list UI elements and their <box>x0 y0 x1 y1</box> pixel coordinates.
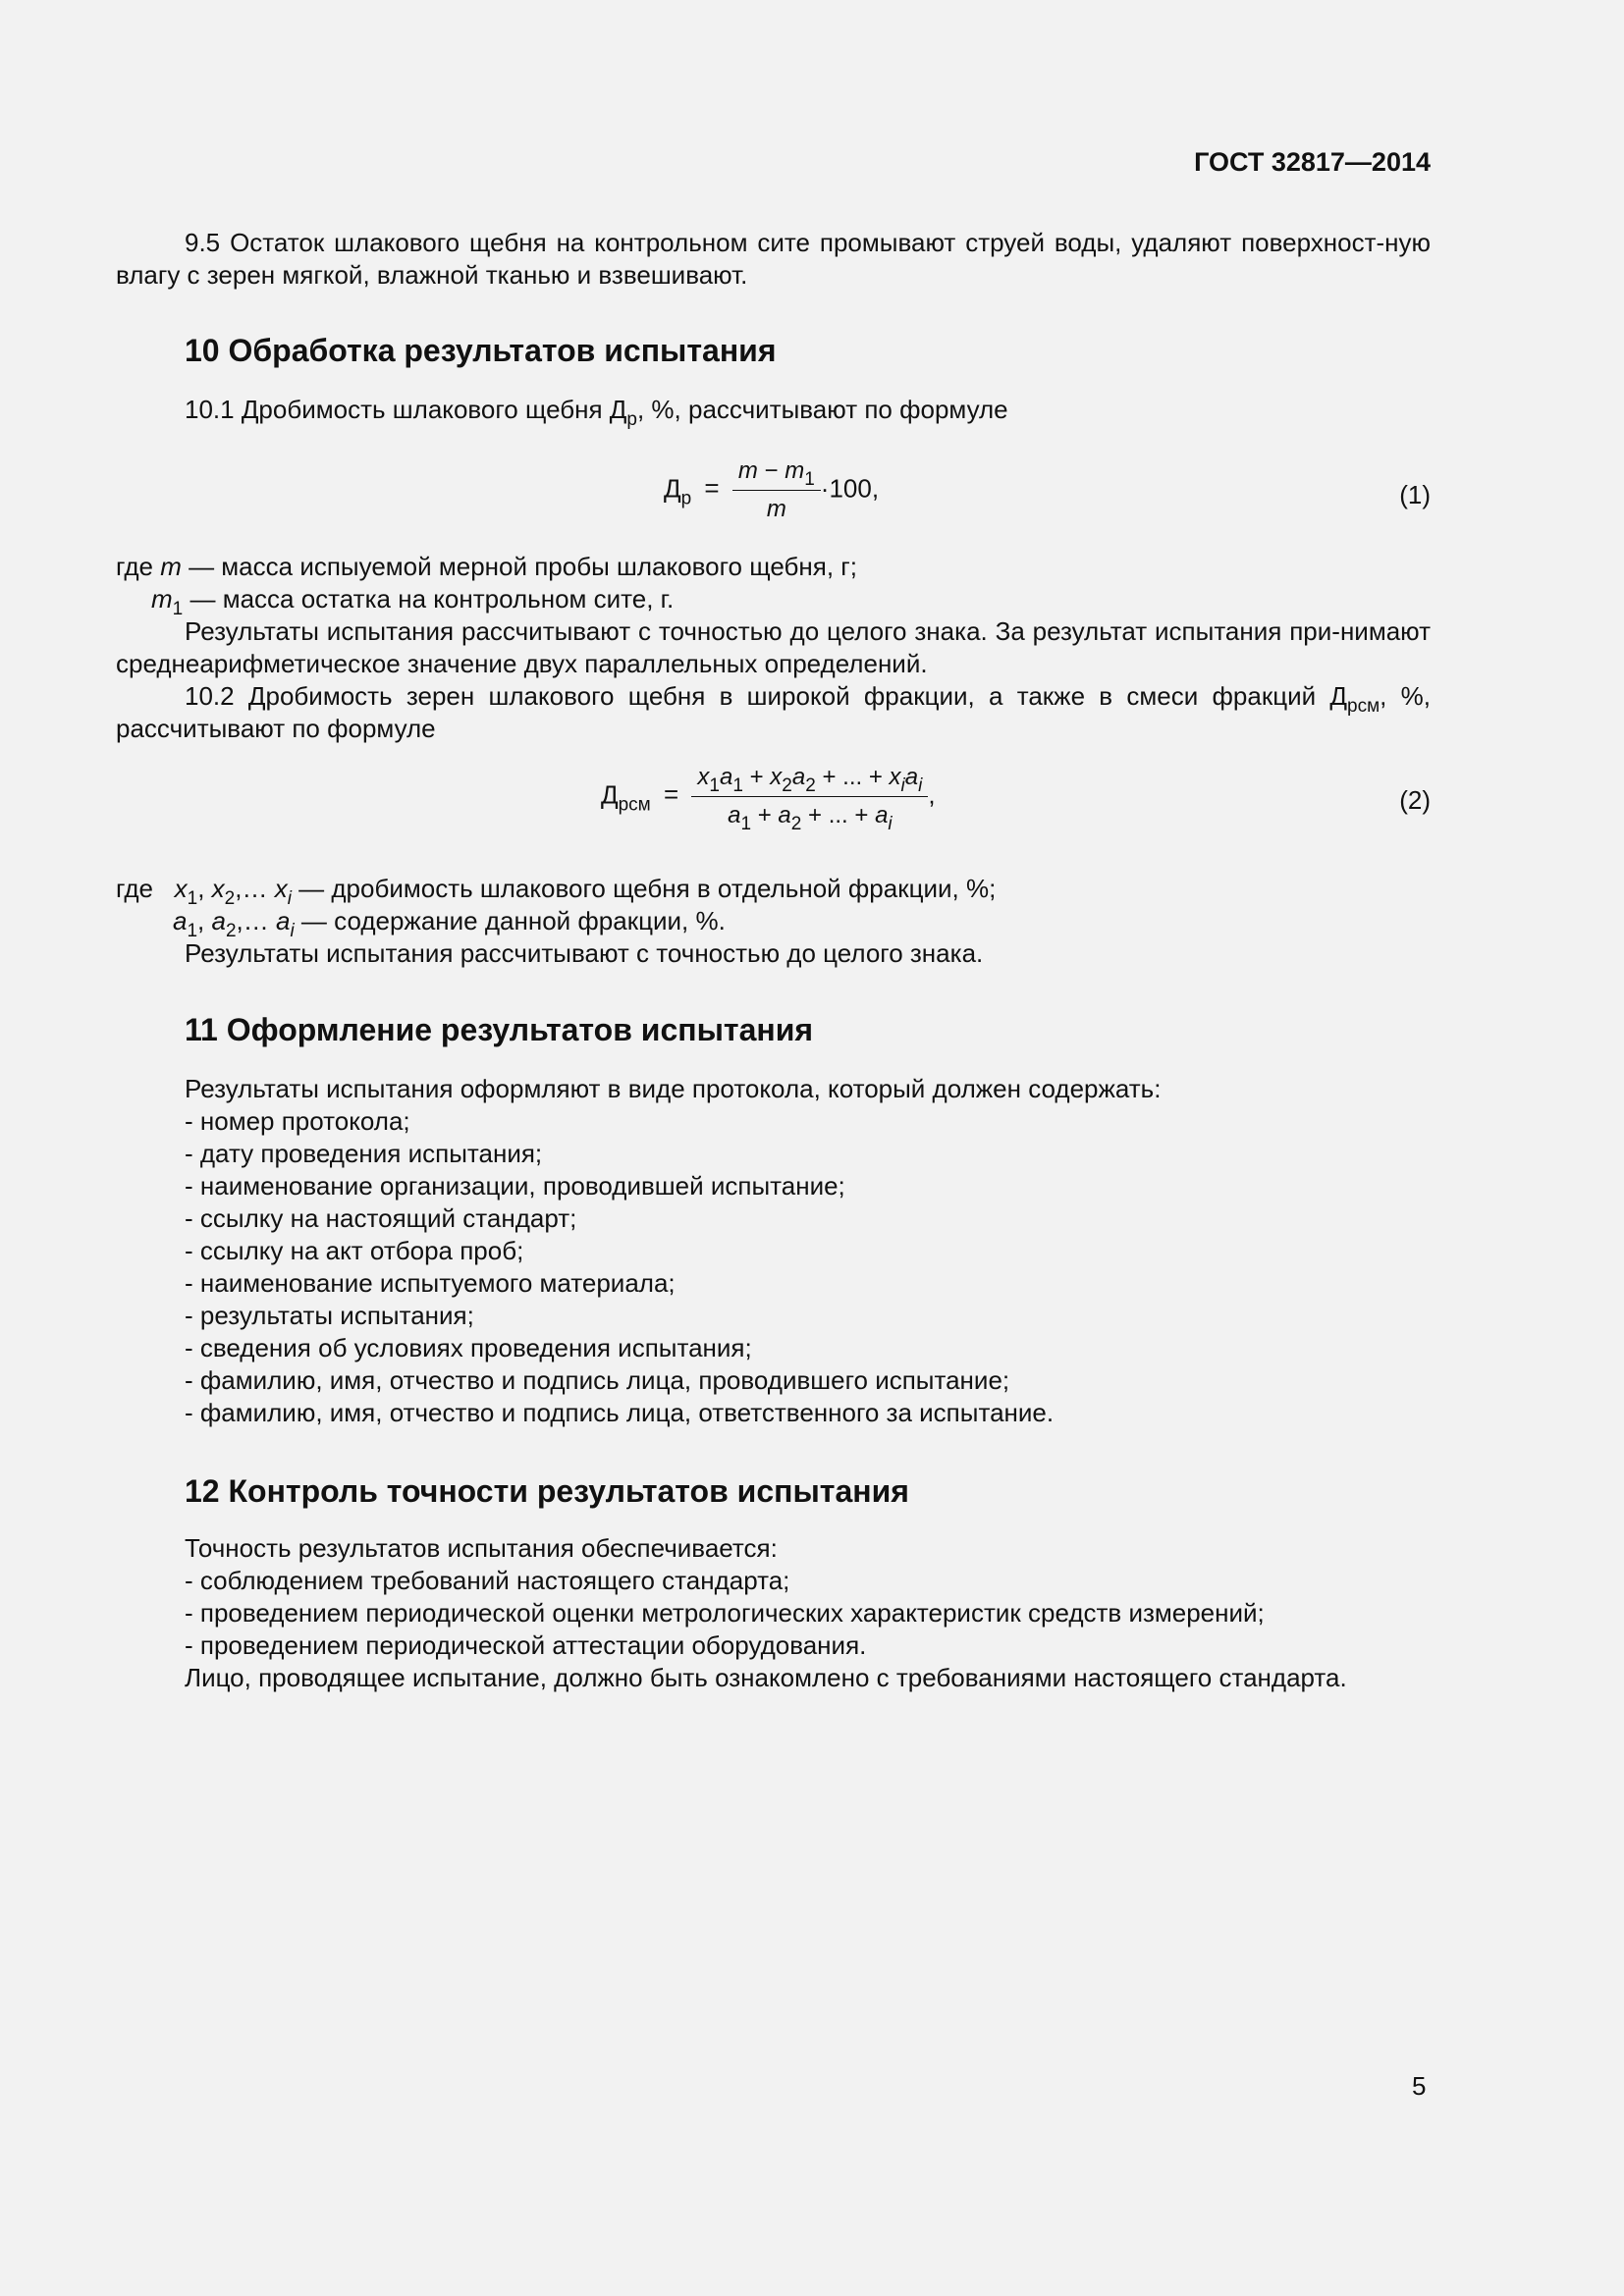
list-item: - наименование испытуемого материала; <box>185 1268 676 1298</box>
list-item: - соблюдением требований настоящего стандарта; <box>185 1566 790 1595</box>
paragraph-10-1: 10.1 Дробимость шлакового щебня $Д_р$, %, рассчитывают по формуле <box>185 395 1008 430</box>
paragraph-9-5: 9.5 Остаток шлакового щебня на контрольном сите промывают струей воды, удаляют поверхност-ную влагу с зерен мягкой, влажной тканью и взвешивают. <box>116 228 1431 290</box>
formula-2-number: (2) <box>1399 785 1431 815</box>
section-12-title: 12 Контроль точности результатов испытания <box>185 1473 909 1509</box>
list-item: - дату проведения испытания; <box>185 1139 543 1168</box>
section-12-closing: Лицо, проводящее испытание, должно быть ознакомлено с требованиями настоящего стандарта. <box>185 1663 1347 1692</box>
section-12-intro: Точность результатов испытания обеспечивается: <box>185 1533 778 1563</box>
list-item: - проведением периодической оценки метрологических характеристик средств измерений; <box>185 1598 1265 1628</box>
where-a-line: $a_1$, $a_2,\dots$ $a_i$ — содержание данной фракции, %. <box>173 906 726 941</box>
section-11-title: 11 Оформление результатов испытания <box>185 1012 814 1047</box>
formula-1-fraction: $\frac{m - m_1}{m}$ <box>732 457 821 523</box>
list-item: - номер протокола; <box>185 1106 410 1136</box>
list-item: - наименование организации, проводившей испытание; <box>185 1171 845 1201</box>
list-item: - сведения об условиях проведения испытания; <box>185 1333 752 1362</box>
list-item: - результаты испытания; <box>185 1301 474 1330</box>
formula-2: $Д_{рсм}$ = $\frac{x_1a_1 + x_2a_2 + ... + x_ia_i}{a_1 + a_2 + ... + a_i}$ , <box>601 764 936 834</box>
page-number: 5 <box>1412 2071 1427 2101</box>
protocol-contents-list <box>185 1105 1054 1429</box>
list-item: - ссылку на настоящий стандарт; <box>185 1203 577 1233</box>
paragraph-10-2: 10.2 Дробимость зерен шлакового щебня в широкой фракции, а также в смеси фракций $Д_{рсм}$, %, рассчитывают по формуле <box>116 681 1431 743</box>
standard-code: ГОСТ 32817—2014 <box>1194 147 1431 177</box>
accuracy-measures-list <box>185 1565 1265 1662</box>
where-m-line: где m — масса испыуемой мерной пробы шлакового щебня, г; <box>116 552 857 581</box>
formula-1: $Д_р$ = $\frac{m - m_1}{m}$ ·100, <box>664 457 880 522</box>
list-item: - ссылку на акт отбора проб; <box>185 1236 524 1265</box>
where-m1-line: $m_1$ — масса остатка на контрольном сите, г. <box>151 584 675 619</box>
list-item: - фамилию, имя, отчество и подпись лица, ответственного за испытание. <box>185 1398 1055 1427</box>
paragraph-results-accuracy: Результаты испытания рассчитывают с точностью до целого знака. За результат испытания при-нимают среднеарифметическое значение двух параллельных определений. <box>116 616 1431 678</box>
paragraph-results-accuracy-2: Результаты испытания рассчитывают с точностью до целого знака. <box>185 938 984 968</box>
section-11-intro: Результаты испытания оформляют в виде протокола, который должен содержать: <box>185 1074 1162 1103</box>
list-item: - проведением периодической аттестации оборудования. <box>185 1630 867 1660</box>
section-10-title: 10 Обработка результатов испытания <box>185 333 777 368</box>
formula-1-number: (1) <box>1399 480 1431 509</box>
list-item: - фамилию, имя, отчество и подпись лица, проводившего испытание; <box>185 1365 1010 1395</box>
formula-2-fraction: $\frac{x_1a_1 + x_2a_2 + ... + x_ia_i}{a_1 + a_2 + ... + a_i}$ <box>691 764 928 829</box>
where-x-line: где $x_1$, $x_2,\dots$ $x_i$ — дробимость шлакового щебня в отдельной фракции, %; <box>116 874 997 909</box>
